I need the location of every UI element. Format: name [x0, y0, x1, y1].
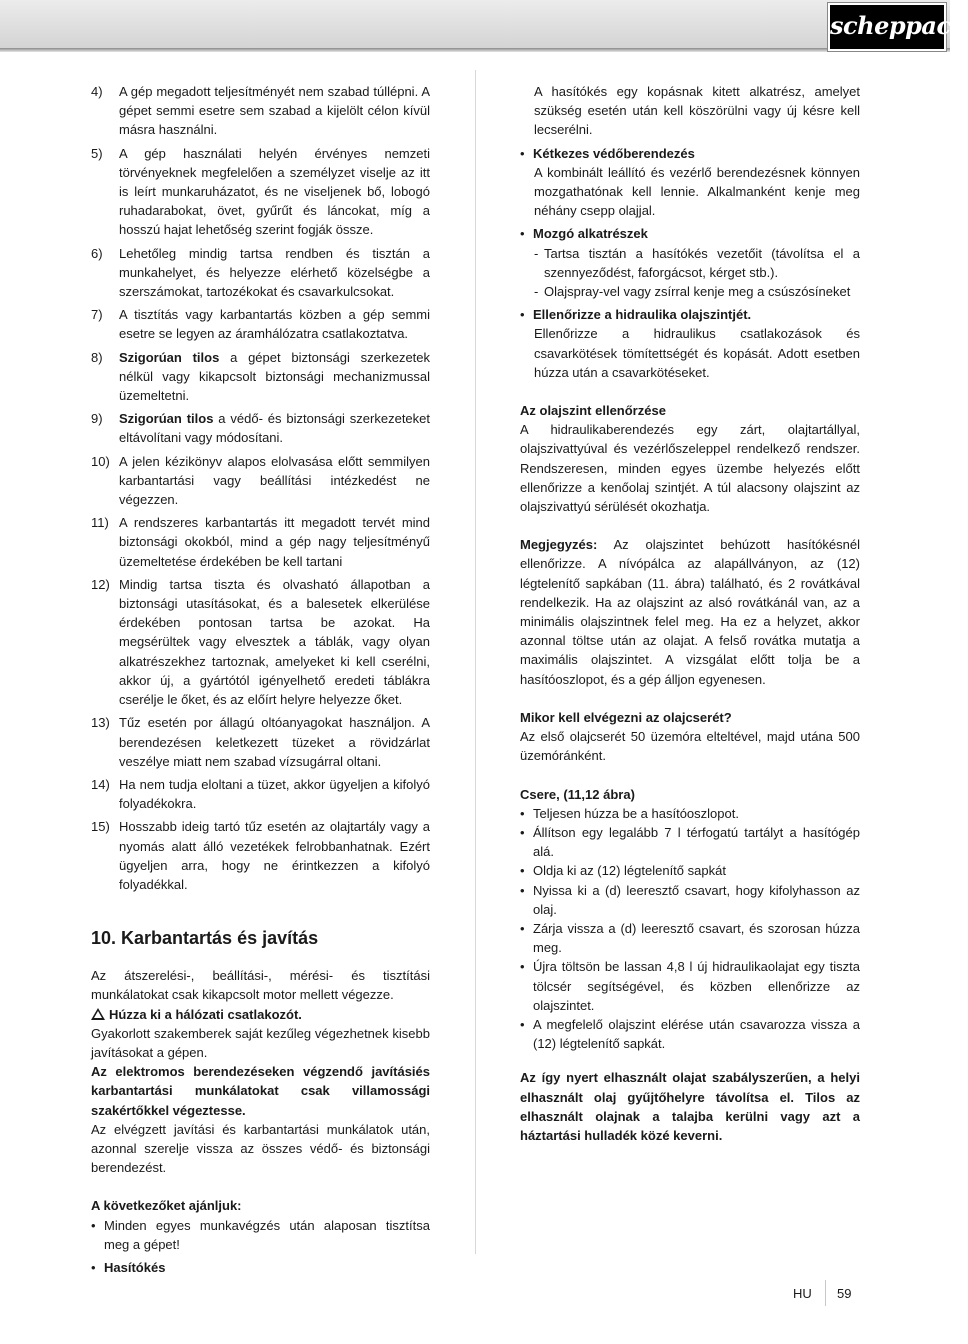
safety-item — [91, 305, 430, 343]
safety-item-text: A jelen kézikönyv alapos elolvasása előtt semmilyen karbantartási vagy beállítási intézkedést ne végezzen. — [119, 453, 430, 508]
oil-change-step-text: Oldja ki az (12) légtelenítő sapkát — [533, 863, 726, 879]
safety-item-number: 12) — [91, 576, 110, 592]
safety-item-text: A gép megadott teljesítményét nem szabad túllépni. A gépet semmi esetre sem szabad a kijelölt célon kívül másra használni. — [119, 84, 430, 138]
safety-item-number: 15) — [91, 819, 110, 835]
maintenance-bullet — [520, 144, 860, 163]
safety-item — [91, 244, 430, 302]
safety-item — [91, 82, 430, 140]
note-label: Megjegyzés: — [520, 537, 598, 553]
maintenance-paragraph-4: Az elvégzett javítási és karbantartási munkálatok után, azonnal szerelje vissza az összes védő- és biztonsági berendezést. — [91, 1121, 430, 1176]
oil-change-step-text: Újra töltsön be lassan 4,8 l új hidraulikaolajat egy tiszta tölcsér segítségével, és közben ellenőrizze az olajszintet. — [533, 959, 860, 1013]
safety-item-number: 7) — [91, 307, 103, 323]
footer-divider — [825, 1280, 826, 1306]
note-text: Az olajszintet behúzott hasítókésnél ellenőrizze. A nívópálca az alapállványon, az (12) légtelenítő sapkában (11. ábra) található, és 2 rovátkával rendelkezik. Ha az olajszint az alsó rovátkánál van, az a minimális olajszintnek felel meg. Ha ez a helyzet, akkor azonnal töltse után az olajat. A felső rovátka mutatja a maximális olajszintet. A vizsgálat előtt tolja be a hasítóoszlopot, és a gép álljon egyenesen. — [520, 537, 860, 687]
bullet-title: Ellenőrizze a hidraulika olajszintjét. — [533, 307, 752, 323]
safety-item-number: 11) — [91, 515, 109, 531]
oil-change-title: Csere, (11,12 ábra) — [520, 786, 635, 802]
safety-item-text: Lehetőleg mindig tartsa rendben és tisztán a munkahelyet, és helyezze elérhető közelségbe a szerszámokat, tartozékokat és csavarkulcsokat. — [119, 245, 430, 300]
maintenance-paragraph-2: Gyakorlott szakemberek saját kezűleg végezhetnek kisebb javításokat a gépen. — [91, 1025, 430, 1060]
maintenance-paragraph-3: Az elektromos berendezéseken végzendő javításiés karbantartási munkálatokat csak villamossági szakértőkkel végeztesse. — [91, 1064, 430, 1118]
safety-item — [91, 775, 430, 813]
column-divider — [475, 70, 476, 1254]
safety-item — [91, 713, 430, 771]
oil-change-when-title: Mikor kell elvégezni az olajcserét? — [520, 709, 732, 725]
bullet-dot: • — [520, 145, 525, 161]
bullet-dot: • — [520, 824, 525, 840]
maintenance-bullet — [520, 224, 860, 243]
safety-item-text: A gép használati helyén érvényes nemzeti törvényeknek megfelelően a személyzet viselje az itt is leírt munkaruházatot, és ne viseljenek bő, lobogó ruhadarabokat, övet, gyűrűt és láncokat, míg a hosszú hajat lehetőség szerint fogják össze. — [119, 145, 430, 238]
language-code: HU — [793, 1286, 812, 1301]
safety-item-number: 6) — [91, 245, 103, 261]
oil-check-text: A hidraulikaberendezés egy zárt, olajtartállyal, olajszivattyúval és vezérlőszeleppel rendelkező rendszer. Rendszeresen, minden egyes üzembe helyezés előtt ellenőrizze a kenőolaj szintjét. A túl alacsony olajszint az olajszivattyú sérülését okozhatja. — [520, 422, 860, 515]
oil-check-title: Az olajszint ellenőrzése — [520, 403, 666, 419]
maintenance-bullet — [520, 305, 860, 324]
safety-item — [91, 144, 430, 240]
dash-text: Tartsa tisztán a hasítókés vezetőit (távolítsa el a szennyeződést, faforgácsot, kérget stb.). — [544, 245, 860, 280]
bullet-title: Mozgó alkatrészek — [533, 226, 648, 242]
oil-change-step — [520, 881, 860, 919]
oil-change-step — [520, 804, 860, 823]
safety-item-text: A tisztítás vagy karbantartás közben a gép semmi esetre se legyen az áramhálózatra csatlakoztatva. — [119, 307, 430, 342]
bullet-dot: • — [520, 920, 525, 936]
safety-item — [91, 513, 430, 571]
oil-change-step — [520, 919, 860, 957]
oil-change-step-text: Nyissa ki a (d) leeresztő csavart, hogy kifolyhasson az olaj. — [533, 882, 860, 917]
oil-change-when-text: Az első olajcserét 50 üzemóra elteltével, majd utána 500 üzemóránként. — [520, 729, 860, 764]
disposal-note: Az így nyert elhasznált olajat szabályszerűen, a helyi elhasznált olaj gyűjtőhelyre távolítsa el. Tilos az elhasznált olajnak a talajba kerülni vagy azt a háztartási hulladék közé keverni. — [520, 1070, 860, 1143]
bullet-dot: • — [520, 226, 525, 242]
oil-change-step — [520, 1015, 860, 1053]
header-band — [0, 0, 950, 48]
bullet-body: A kombinált leállító és vezérlő berendezésnek könnyen mozgathatónak kell lennie. Alkalmanként kenje meg néhány csepp olajjal. — [534, 164, 860, 219]
right-column — [520, 82, 860, 1145]
oil-change-step-text: A megfelelő olajszint elérése után csavarozza vissza a (12) légtelenítő sapkát. — [533, 1016, 860, 1052]
safety-item-rest: a védő- és biztonsági szerkezeteket eltávolítani vagy módosítani. — [119, 411, 431, 446]
bullet-text: Hasítókés — [104, 1259, 166, 1275]
oil-change-steps — [520, 804, 860, 1054]
bullet-dot: • — [520, 307, 525, 323]
header-shadow — [0, 48, 950, 52]
bullet-dot: • — [520, 882, 525, 898]
oil-change-step — [520, 861, 860, 880]
safety-item-rest: a gépet biztonsági szerkezetek nélkül vagy kikapcsolt biztonsági mechanizmussal üzemeltetni. — [119, 349, 431, 404]
warning-text: Húzza ki a hálózati csatlakozót. — [109, 1006, 302, 1022]
safety-item-text — [119, 409, 430, 447]
left-column — [91, 82, 430, 1281]
bullet-dot: • — [520, 959, 525, 975]
safety-item — [91, 575, 430, 709]
safety-item-number: 5) — [91, 145, 103, 161]
recommend-title: A következőket ajánljuk: — [91, 1198, 242, 1214]
bullet-dot: • — [91, 1259, 96, 1275]
safety-item-number: 14) — [91, 776, 110, 792]
note-paragraph — [520, 535, 860, 689]
bullet-text: Minden egyes munkavégzés után alaposan tisztítsa meg a gépet! — [104, 1217, 430, 1252]
safety-item — [91, 348, 430, 406]
bullet-dot: • — [91, 1217, 96, 1233]
safety-item — [91, 817, 430, 894]
dash-item — [520, 282, 860, 301]
safety-item-number: 13) — [91, 715, 110, 731]
hasitokes-text: A hasítókés egy kopásnak kitett alkatrész, amelyet szükség esetén után kell köszörülni vagy új késre kell lecserélni. — [534, 84, 860, 138]
safety-item-emphasis: Szigorúan tilos — [119, 411, 214, 427]
bullet-dot: • — [520, 1016, 525, 1032]
oil-change-step — [520, 823, 860, 861]
bullet-body: Ellenőrizze a hidraulikus csatlakozások és csavarkötések tömítettségét és kopását. Adott esetben húzza után a csavarkötéseket. — [534, 326, 860, 380]
safety-item-emphasis: Szigorúan tilos — [119, 349, 220, 365]
safety-item-number: 4) — [91, 84, 103, 99]
dash-mark: - — [534, 245, 539, 261]
bullet-dot: • — [520, 805, 525, 821]
safety-item-text: Tűz esetén por állagú oltóanyagokat használjon. A berendezésen keletkezett tüzeket a rövidzárlat veszélye miatt nem szabad vízsugárral oltani. — [119, 715, 430, 769]
safety-item — [91, 409, 430, 447]
safety-item-number: 8) — [91, 349, 103, 365]
safety-item — [91, 452, 430, 510]
warning-line — [91, 1005, 430, 1024]
safety-item-text: Mindig tartsa tiszta és olvasható állapotban a biztonsági utasításokat, és a balesetek elkerülése érdekében pontosan tartsa be azokat. Ha megsérültek vagy elvesztek a táblák, vagy olyan alkatrészekhez tartoznak, amelyeket ki kell cserélni, akkor új, a gyártótól igényelhető eredeti táblákra cserélje le őket, és az előírt helyre helyezze őket. — [119, 576, 430, 708]
recommend-bullet — [91, 1258, 430, 1277]
safety-item-text: Hosszabb ideig tartó tűz esetén az olajtartály vagy a nyomás alatt álló vezetékek felrobbanhatnak. Ezért ügyeljen arra, hogy ne érintkezzen a kifolyó folyadékkal. — [119, 819, 430, 892]
oil-change-step — [520, 957, 860, 1015]
bullet-title: Kétkezes védőberendezés — [533, 145, 695, 161]
dash-text: Olajspray-vel vagy zsírral kenje meg a csúszósíneket — [544, 284, 851, 300]
safety-item-text: Ha nem tudja eloltani a tüzet, akkor ügyeljen a kifolyó folyadékokra. — [119, 776, 430, 812]
recommend-bullet — [91, 1216, 430, 1254]
maintenance-paragraph-1: Az átszerelési-, beállítási-, mérési- és tisztítási munkálatokat csak kikapcsolt motor mellett végezze. — [91, 968, 430, 1003]
page-number: 59 — [837, 1286, 852, 1301]
oil-change-step-text: Zárja vissza a (d) leeresztő csavart, és szorosan húzza meg. — [533, 920, 860, 956]
bullet-dot: • — [520, 863, 525, 879]
dash-mark: - — [534, 284, 539, 300]
safety-item-text: A rendszeres karbantartás itt megadott tervét mind biztonsági okokból, mind a gép nagy teljesítményű üzemeltetése érdekében be kell tartani — [119, 515, 430, 569]
warning-icon — [91, 1008, 105, 1020]
section-title: 10. Karbantartás és javítás — [91, 928, 319, 949]
safety-item-number: 10) — [91, 453, 110, 469]
dash-item — [520, 244, 860, 282]
safety-list — [91, 82, 430, 894]
brand-logo: scheppach — [828, 3, 946, 51]
oil-change-step-text: Állítson egy legalább 7 l térfogatú tartályt a hasítógép alá. — [533, 824, 860, 860]
oil-change-step-text: Teljesen húzza be a hasítóoszlopot. — [533, 805, 739, 821]
safety-item-number: 9) — [91, 411, 103, 427]
safety-item-text — [119, 348, 430, 406]
